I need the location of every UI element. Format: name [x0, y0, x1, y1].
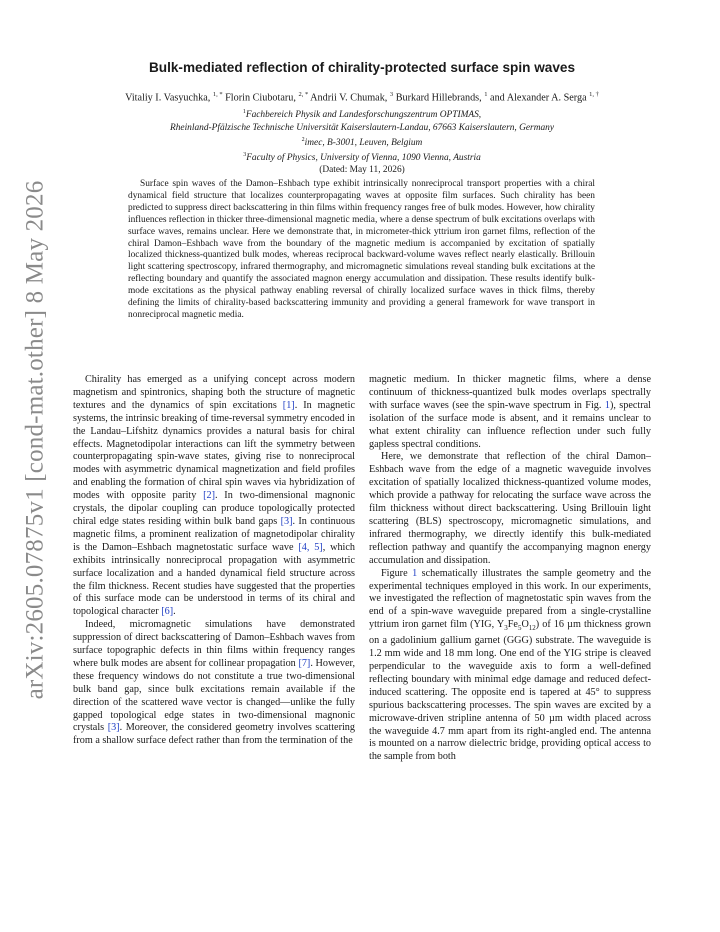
paragraph-text: magnetic medium. In thicker magnetic films, where a dense continuum of thickness-quantized bulk modes overlaps spectrally with surface waves (see the spin-wave spectrum in Fig.	[369, 374, 651, 411]
arxiv-identifier-text: arXiv:2605.07875v1 [cond-mat.other] 8 May 2026	[21, 180, 49, 700]
body-column-right	[369, 374, 651, 764]
citation-link: [6]	[161, 606, 174, 618]
dated-line: (Dated: May 11, 2026)	[319, 164, 405, 175]
author-affiliation-mark: 3	[389, 91, 394, 98]
author-name: Burkard Hillebrands,	[395, 92, 482, 104]
paragraph-text: . In two-dimensional magnonic crystals, the dipolar coupling can produce topologically protected chiral edge states residing within bulk band gaps	[73, 490, 355, 527]
chemical-subscript: 3	[504, 624, 508, 633]
paragraph-text: Figure	[381, 567, 413, 579]
affiliation-text: imec, B-3001, Leuven, Belgium	[304, 137, 423, 148]
author-affiliation-mark: 1	[484, 91, 488, 98]
affiliation-text: Faculty of Physics, University of Vienna, 1090 Vienna, Austria	[246, 152, 481, 163]
affiliation-line	[64, 134, 660, 149]
body-paragraph	[369, 451, 651, 567]
paragraph-text: . In magnetic systems, the intrinsic breaking of time-reversal symmetry encoded in the Landau–Lifshitz dynamics provides a natural basis for chiral effects. Magnetodipolar interactions can lift the symmetry between counterpropagating spin-wave states, giving rise to nonreciprocal modes with asymmetric dynamical magnetization and field profiles and enabling the formation of chiral spin waves via hybridization of modes with opposite parity	[73, 399, 355, 502]
citation-link: 1	[604, 399, 610, 411]
citation-link: [1]	[282, 399, 295, 411]
affiliation-text: Rheinland-Pfälzische Technische Universität Kaiserslautern-Landau, 67663 Kaiserslautern, Germany	[170, 122, 554, 133]
citation-link: [3]	[280, 515, 293, 527]
paragraph-text: . In continuous magnetic films, a prominent realization of magnetodipolar chirality is the Damon–Eshbach magnetostatic surface wave	[73, 515, 355, 553]
paragraph-text: Chirality has emerged as a unifying concept across modern magnetism and spintronics, shaping both the structure of magnetic textures and the dynamics of spin excitations	[73, 374, 355, 411]
paragraph-text: schematically illustrates the sample geometry and the experimental techniques employed in this work. In our experiments, we investigated the reflection of magnetostatic spin waves from the end of a spin-wave waveguide prepared from a single-crystalline yttrium iron garnet film (YIG, Y	[369, 567, 651, 631]
author-affiliation-mark: 2, *	[298, 91, 309, 98]
author-name: and Alexander A. Serga	[490, 92, 587, 104]
paragraph-text: ) of 16 µm thickness grown on a gadolinium gallium garnet (GGG) substrate. The waveguide is 1.2 mm wide and 18 mm long. One end of the YIG stripe is cleaved perpendicular to the waveguide axis to form a well-defined reflecting boundary with minimal edge damage and reduced defect-induced scattering. The opposite end is tapered at 45° to suppress spurious backscattering processes. The spin waves are excited by a microwave-driven stripline antenna of 50 µm width placed across the waveguide 4.7 mm apart from its right-angled end. The antenna is mounted on a narrow dielectric bridge, providing optical access to the sample from both	[369, 619, 651, 763]
paragraph-text: . Moreover, the considered geometry involves scattering from a shallow surface defect rather than from the termination of the	[73, 722, 355, 747]
body-paragraph	[369, 568, 651, 765]
paper-header	[64, 60, 660, 176]
affiliation-number: 2	[301, 136, 305, 143]
paragraph-text: . However, these frequency windows do not constitute a true two-dimensional bulk band gap, since bulk excitations remain available if the direction of the scattered wave vector is changed—unlike the fully gapped topological edge states in two-dimensional magnonic crystals	[73, 657, 356, 734]
body-column-left	[73, 374, 355, 748]
body-paragraph	[369, 374, 651, 451]
citation-link: [4, 5]	[298, 541, 323, 553]
paragraph-text: Here, we demonstrate that reflection of the chiral Damon–Eshbach wave from the edge of a magnetic waveguide involves excitation of spatially localized thickness-quantized volume modes, which provide a pathway for relocating the surface wave across the film thickness without direct backscattering. Using Brillouin light scattering (BLS) spectroscopy, micromagnetic simulations, and infrared thermography, we directly identify this bulk-mediated reflection pathway and quantify the accompanying magnon energy accumulation and dissipation.	[369, 451, 651, 566]
chemical-subscript: 12	[528, 624, 536, 633]
arxiv-identifier-stamp	[8, 180, 62, 700]
author-name: Andrii V. Chumak,	[310, 92, 388, 104]
citation-link: [7]	[298, 657, 311, 669]
affiliation-number: 3	[243, 151, 247, 158]
paragraph-text: Fe	[507, 619, 518, 631]
author-name: Vitaliy I. Vasyuchka,	[125, 92, 211, 104]
paragraph-text: O	[521, 619, 529, 631]
author-affiliation-mark: 1, *	[212, 91, 223, 98]
abstract: Surface spin waves of the Damon–Eshbach type exhibit intrinsically nonreciprocal transport properties with a chiral dynamical field structure that localizes counterpropagating waves at opposite film surfaces. Such chirality has been predicted to suppress direct backscattering in thin films within frequency ranges free of bulk modes. However, how chirality influences reflection in thicker three-dimensional magnetic media, where a dense spectrum of bulk excitations overlaps with surface waves, remains unclear. Here we demonstrate that, in micrometer-thick yttrium iron garnet films, reflection of the chiral Damon–Eshbach wave from the boundary of the magnetic medium is accompanied by excitation of spatially localized thickness-quantized bulk modes, whereas reciprocal backward-volume waves reflect nearly elastically. Brillouin light scattering spectroscopy, infrared thermography, and micromagnetic simulations reveal standing bulk excitations at the reflecting boundary and quantify the associated magnon energy accumulation and dissipation. These results identify bulk-mode excitations as the physical pathway enabling reversal of chirally localized surface waves in thick films, thereby defining the limits of chirality-based backscattering immunity and providing a general framework for wave transport in nonreciprocal magnetic media.	[128, 179, 595, 320]
paragraph-text: ), spectral isolation of the surface mode is absent, and it remains unclear to what extent chirality can influence reflection under such fully gapless spectral conditions.	[369, 399, 651, 450]
affiliation-list	[64, 106, 660, 163]
affiliation-line	[64, 106, 660, 121]
affiliation-number: 1	[242, 109, 246, 116]
author-list	[64, 91, 660, 103]
author-affiliation-mark: 1, †	[589, 91, 599, 98]
paper-title: Bulk-mediated reflection of chirality-protected surface spin waves	[148, 60, 576, 75]
paragraph-text: Indeed, micromagnetic simulations have demonstrated suppression of direct backscattering of Damon–Eshbach waves from surface topographic defects in thin films within frequency ranges where bulk modes are absent for collinear propagation	[73, 619, 355, 669]
citation-link: 1	[412, 567, 418, 579]
citation-link: [2]	[203, 490, 215, 502]
chemical-subscript: 5	[517, 624, 522, 633]
paragraph-text: , which exhibits intrinsically nonreciprocal propagation with asymmetric surface localization and a handed dynamical field structure across the film thickness. Recent studies have suggested that the properties of this surface mode can be understood in terms of its chiral and topological character	[73, 541, 355, 618]
affiliation-text: Fachbereich Physik and Landesforschungszentrum OPTIMAS,	[245, 110, 482, 121]
paragraph-text: .	[173, 606, 176, 618]
author-name: Florin Ciubotaru,	[225, 92, 296, 104]
affiliation-line	[64, 122, 660, 134]
body-paragraph	[73, 619, 355, 748]
citation-link: [3]	[107, 722, 120, 734]
affiliation-line	[64, 149, 660, 164]
body-paragraph	[73, 374, 355, 619]
